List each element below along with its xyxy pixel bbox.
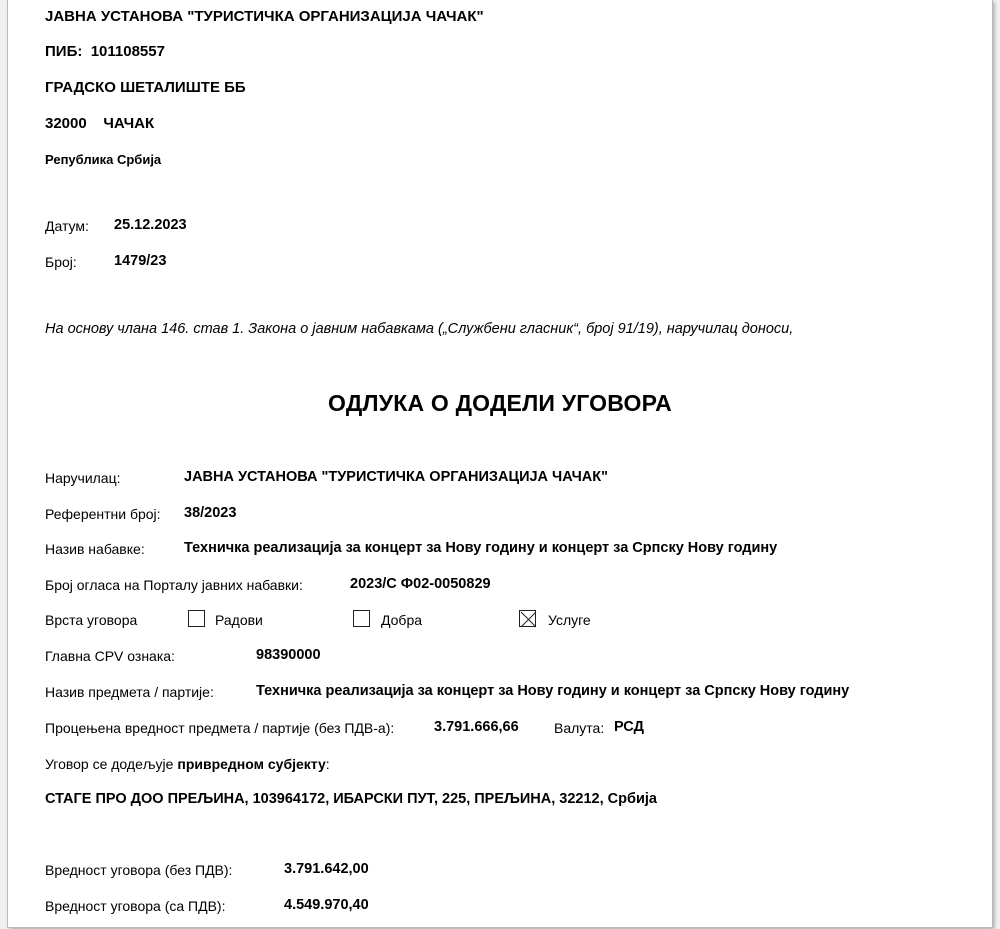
currency-value: РСД bbox=[614, 719, 644, 735]
estimated-value: 3.791.666,66 bbox=[434, 719, 519, 735]
notice-value: 2023/С Ф02-0050829 bbox=[350, 576, 491, 592]
procurement-value: Техничка реализација за концерт за Нову годину и концерт за Српску Нову годину bbox=[184, 540, 778, 556]
city-line bbox=[45, 115, 154, 133]
decision-title: ОДЛУКА О ДОДЕЛИ УГОВОРА bbox=[328, 390, 672, 416]
street-address: ГРАДСКО ШЕТАЛИШТЕ ББ bbox=[45, 79, 246, 96]
institution-name: ЈАВНА УСТАНОВА "ТУРИСТИЧКА ОРГАНИЗАЦИЈА ЧАЧАК" bbox=[45, 8, 484, 25]
procurement-label: Назив набавке: bbox=[45, 541, 145, 557]
document-page bbox=[8, 0, 992, 927]
currency-label: Валута: bbox=[554, 720, 605, 736]
awarded-entity-type: привредном субјекту bbox=[177, 756, 326, 772]
country-name: Република Србија bbox=[45, 152, 162, 167]
awarded-suffix: : bbox=[325, 756, 330, 772]
checkbox-works[interactable] bbox=[188, 610, 205, 627]
supplier-details: СТАГЕ ПРО ДОО ПРЕЉИНА, 103964172, ИБАРСКИ ПУТ, 225, ПРЕЉИНА, 32212, Србија bbox=[45, 791, 657, 807]
checkbox-goods-label: Добра bbox=[381, 612, 423, 628]
value-no-vat: 3.791.642,00 bbox=[284, 861, 369, 877]
checkbox-works-label: Радови bbox=[215, 612, 263, 628]
notice-label: Број огласа на Порталу јавних набавки: bbox=[45, 577, 303, 593]
pib-label: ПИБ: bbox=[45, 43, 83, 60]
contract-type-label: Врста уговора bbox=[45, 612, 138, 628]
value-no-vat-label: Вредност уговора (без ПДВ): bbox=[45, 862, 233, 878]
checkbox-services[interactable] bbox=[519, 610, 536, 627]
cpv-label: Главна CPV ознака: bbox=[45, 648, 175, 664]
checked-x-icon bbox=[520, 611, 537, 628]
postal-code: 32000 bbox=[45, 115, 87, 132]
date-label: Датум: bbox=[45, 218, 89, 234]
legal-basis-text: На основу члана 146. став 1. Закона о јавним набавкама („Службени гласник“, број 91/19), наручилац доноси, bbox=[45, 321, 794, 337]
buyer-label: Наручилац: bbox=[45, 470, 121, 486]
number-label: Број: bbox=[45, 254, 77, 270]
pib-value: 101108557 bbox=[90, 43, 165, 60]
reference-value: 38/2023 bbox=[184, 505, 237, 521]
checkbox-services-label: Услуге bbox=[548, 612, 591, 628]
awarded-line bbox=[45, 755, 330, 773]
buyer-value: ЈАВНА УСТАНОВА "ТУРИСТИЧКА ОРГАНИЗАЦИЈА ЧАЧАК" bbox=[184, 469, 608, 485]
estimated-value-label: Процењена вредност предмета / партије (без ПДВ-а): bbox=[45, 720, 395, 736]
awarded-prefix: Уговор се додељује bbox=[45, 756, 174, 772]
pib-line bbox=[45, 43, 165, 61]
city-name: ЧАЧАК bbox=[103, 115, 155, 132]
value-vat: 4.549.970,40 bbox=[284, 897, 369, 913]
date-value: 25.12.2023 bbox=[114, 217, 187, 233]
number-value: 1479/23 bbox=[114, 253, 167, 269]
subject-value: Техничка реализација за концерт за Нову годину и концерт за Српску Нову годину bbox=[256, 683, 850, 699]
reference-label: Референтни број: bbox=[45, 506, 161, 522]
value-vat-label: Вредност уговора (са ПДВ): bbox=[45, 898, 226, 914]
cpv-value: 98390000 bbox=[256, 647, 321, 663]
checkbox-goods[interactable] bbox=[353, 610, 370, 627]
subject-label: Назив предмета / партије: bbox=[45, 684, 214, 700]
